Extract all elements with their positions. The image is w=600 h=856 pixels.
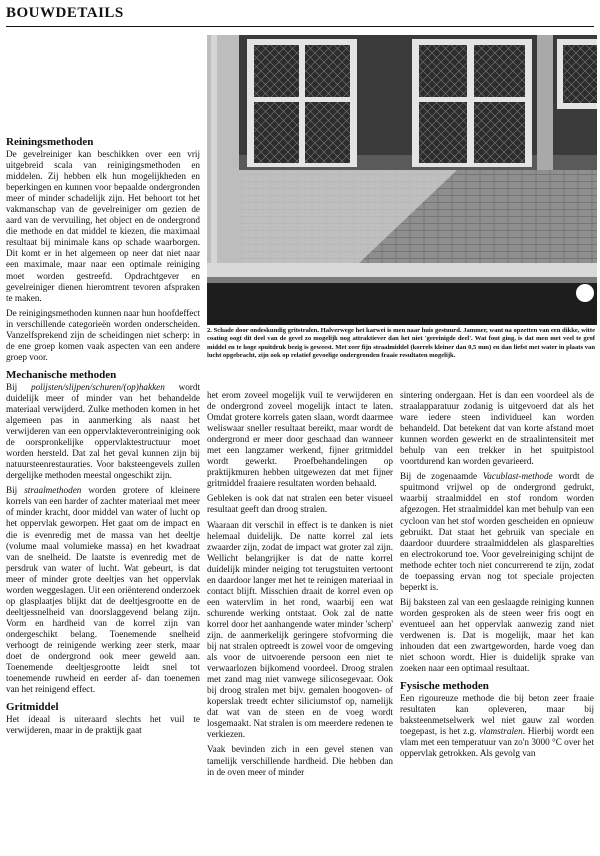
section-title: BOUWDETAILS (6, 5, 124, 21)
paragraph: De gevelreiniger kan beschikken over een vrij uitgebreid scala van reinigingsmethoden en middelen. Zij hebben elk hun mogelijkheden en beperkingen en kunnen voor bepaalde ondergronden meer of minder schadelijk zijn. Het behoort tot het vakmanschap van de gevelreiniger om gezien de aard van de vervuiling, het object en de ondergrond die methode en dat middel te kiezen, die maximaal resultaat bij minimale kans op schade waarborgen. Dit komt er in het algemeen op neer dat niet naar een maximale, maar naar een optimale reiniging moet worden gestreefd. Opdrachtgever en gevelreiniger dienen hieromtrent tevoren afspraken te maken. (6, 149, 200, 303)
page-header (6, 4, 594, 27)
heading-fysische-methoden: Fysische methoden (400, 680, 489, 693)
heading-reinigingsmethoden: Reiningsmethoden (6, 136, 94, 148)
facade-photo (207, 35, 597, 325)
paragraph: Gebleken is ook dat nat stralen een beter visueel resultaat geeft dan droog stralen. (207, 493, 393, 515)
paragraph: Waaraan dit verschil in effect is te danken is niet helemaal duidelijk. De natte korrel zal iets zwaarder zijn, zodat de impact wat groter zal zijn. Wellicht belangrijker is dat de natte korrel duidelijk minder neiging tot terugstuiten vertoont en daardoor langer met het te reinigen materiaal in contact blijft. Misschien draait de korrel even op een watervlim in het rond, waarbij een wat schurende werking ontstaat. Ook zal de natte korrel door het aanhangende water minder 'scherp' zijn. de aanmerkelijk geringere stofvorming die bij nat stralen optreedt is zowel voor de omgeving als voor de uitvoerende persoon een niet te verwaarlozen bijkomend voordeel. Droog stralen met zand mag niet vanwege silicosegevaar. Ook bij droog stralen met bijv. gemalen hoogoven- of koperslak treedt echter siliciumstof op, namelijk dat wat van de steen en de voeg wordt losgemaakt. Nat stralen is om meerdere redenen te verkiezen. (207, 519, 393, 740)
heading-mechanische-methoden: Mechanische methoden (6, 368, 117, 381)
paragraph: Bij polijsten/slijpen/schuren/(op)hakken wordt duidelijk meer of minder van het behandelde materiaal verwijderd. Zulke methoden komen in het algemeen pas in aanmerking als naast het verwijderen van een oppervlakteverontreiniging ook de oorspronkelijke oppervlaktestructuur moet worden hersteld. Dat zal het geval kunnen zijn bij natuursteenrestauraties. Voor baksteengevels zullen dergelijke methoden meestal ongeschikt zijn. (6, 381, 201, 481)
paragraph: Bij baksteen zal van een geslaagde reiniging kunnen worden gesproken als de steen weer fris oogt en eventueel aan het oppervlak aanwezig zand niet verdwenen is. Dat is mogelijk, maar het kan inhouden dat een zwartgeworden, harde voeg dan niet schoon wordt. Hier is duidelijk sprake van zoeken naar een optimaal resultaat. (400, 596, 594, 674)
paragraph: Vaak bevinden zich in een gevel stenen van tamelijk verschillende hardheid. Die hebben dan in de oven meer of minder (207, 744, 393, 777)
column-3 (400, 390, 594, 763)
paragraph: De reinigingsmethoden kunnen naar hun hoofdeffect in verschillende categorieën worden onderscheiden. Vanzelfsprekend zijn de scheidingen niet scherp: in de ene groep komen vaak aspecten van een andere groep voor. (6, 307, 200, 362)
paragraph: sintering ondergaan. Het is dan een voordeel als de straalapparatuur zodanig is uitgevoerd dat als het ware iedere steen individueel kan worden behandeld. Dat betekent dat van korte afstand moet kunnen worden gewerkt en de straalintensiteit met behulp van een trekker in het spuitpistool voortdurend kan worden gevarieerd. (400, 390, 594, 467)
column-2 (207, 390, 393, 782)
paragraph: Bij de zogenaamde Vacublast-methode wordt de spuitmond vrijwel op de ondergrond gedrukt, waarbij straalmiddel en stof rondom worden afgezogen. Het straalmiddel kan met behulp van een cycloon van het stof worden gescheiden en opnieuw gebruikt. Dat staat het gebruik van speciale en daardoor duurdere straalmiddelen als glasparelties en electrokorund toe. Voor gevelreiniging schijnt de methode echter toch niet concurrerend te zijn, zodat de toepassing ervan nog tot speciale projecten beperkt is. (400, 471, 594, 592)
paragraph: Het ideaal is uiteraard slechts het vuil te verwijderen, maar in de praktijk gaat (6, 714, 200, 736)
paragraph: Een rigoureuze methode die bij beton zeer fraaie resultaten kan opleveren, maar bij baksteenmetselwerk wel niet gauw zal worden toegepast, is het z.g. vlamstralen. Hierbij wordt een vlam met een temperatuur van zo'n 3000 °C over het oppervlak getrokken. Als gevolg van (400, 693, 594, 759)
paragraph: Bij straalmethoden worden grotere of kleinere korrels van een harder of zachter materiaal met meer of minder kracht, door middel van water of lucht op het oppervlak geworpen. Het gaat om de impact en die is evenredig met de massa van het deeltje (volume maal volumieke massa) en het kwadraat van de snelheid. De laatste is evenredig met de persdruk van water of lucht. Wat gebeurt, is dat meer of minder grote deeltjes van het oppervlak worden weggeslagen. Uit een oriënterend onderzoek op glasplaatjes blijkt dat de deeltjesgrootte en de deeltjessnelheid van doorslaggevend belang zijn. Vorm en hardheid van de korrel zijn van ondergeschikt belang. Toenemende snelheid verhoogt de reinigende werking zeer sterk, maar doet de ondergrond ook meer geweld aan. Toenemende deeltjesgrootte leidt snel tot toenemende ruwheid en eerder af- dan toenemen van het reinigend effect. (6, 485, 201, 695)
figure-caption: 2. Schade door ondeskundig gritstralen. Halverwege het karwei is men naar huis gestuurd. Jammer, want na opzetten van een dikke, witte coating oogt dit deel van de gevel zo mogelijk nog attraktiever dan het niet 'gereinigde deel'. Wat fout ging, is dat men met veel te grof middel en te hoge spuitdruk bezig is geweest. Met zeer fijn straalmiddel (korrels kleiner dan 0,5 mm) en dan liefst met water in plaats van lucht opgebracht, zijn ook op relatief gevoelige ondergronden fraaie resultaten mogelijk. (207, 327, 595, 359)
column-1 (6, 130, 200, 740)
heading-gritmiddel: Gritmiddel (6, 701, 59, 714)
facade-photo-illustration (207, 35, 597, 325)
paragraph: het erom zoveel mogelijk vuil te verwijderen en de ondergrond zoveel mogelijk intact te laten. Omdat grotere korrels gaten slaan, wordt daarmee weliswaar sneller resultaat bereikt, maar wordt de ondergrond er meer door geschaad dan wanneer met een langzamer werkend, fijner gritmiddel wordt gewerkt. Proefbehandelingen op praktijkmuren hebben uitgewezen dat met fijner gritmiddel fraaiere resultaten worden behaald. (207, 390, 393, 489)
